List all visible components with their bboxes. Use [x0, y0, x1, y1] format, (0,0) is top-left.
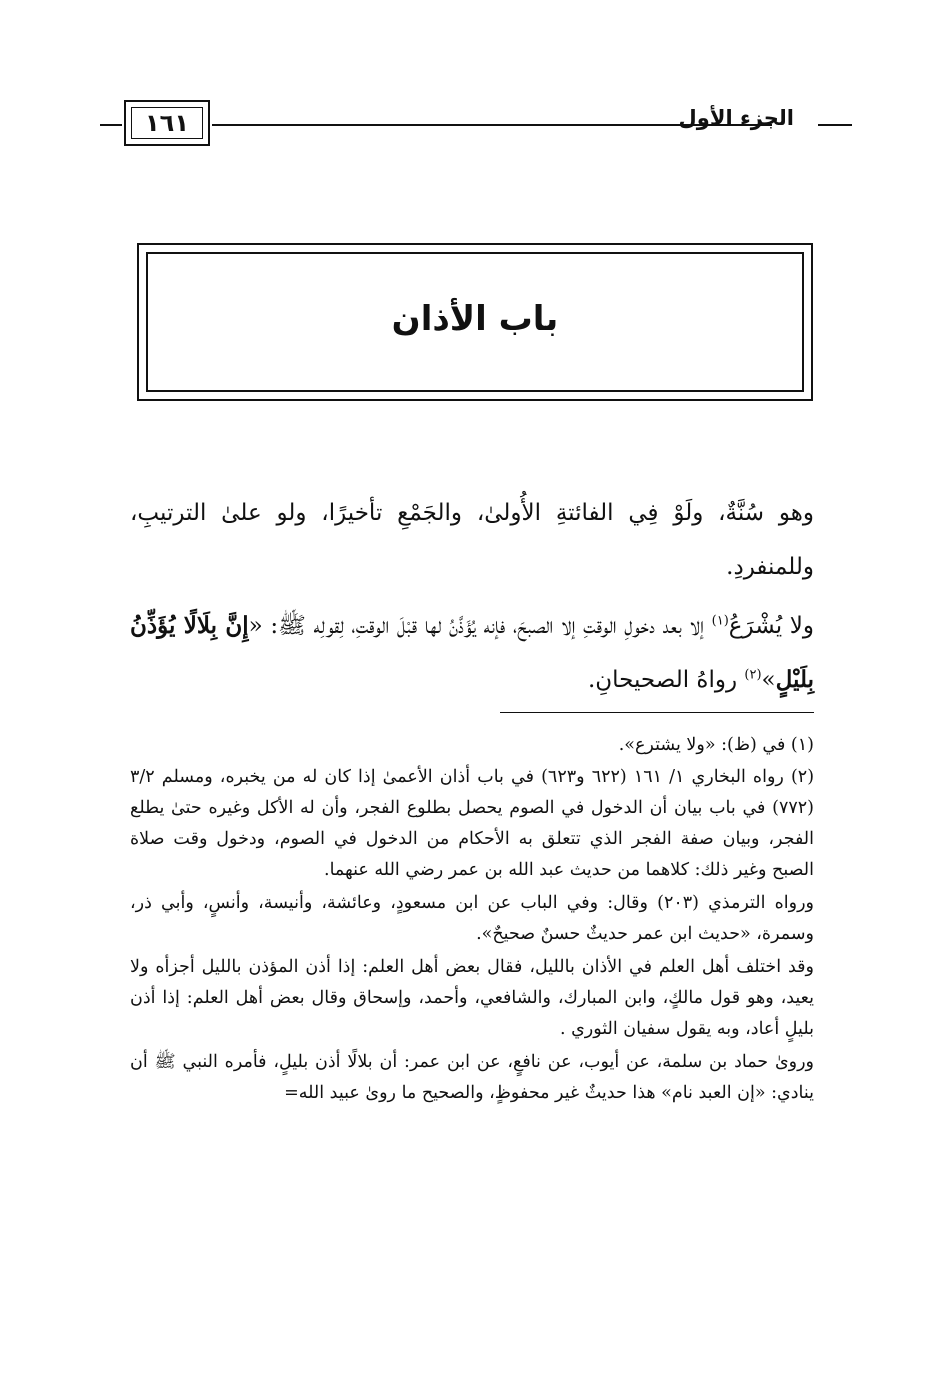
footnote-ref-2: (٢): [744, 667, 762, 683]
header-rule-right: [818, 124, 852, 126]
footnote-1: (١) في (ظ): «ولا يشترع».: [618, 735, 814, 755]
paragraph-2-text-d: رواهُ الصحيحانِ.: [587, 667, 745, 693]
paragraph-2: [130, 599, 814, 707]
footnote-separator: [500, 712, 814, 713]
footnote-2: (٢) رواه البخاري ١/ ١٦١ (٦٢٢ و٦٢٣) في باب أذان الأعمىٰ إذا كان له من يخبره، ومسلم ٣/٢ (٧٧٢) في باب بيان أن الدخول في الصوم يحصل بطلوع الفجر، وأن له الأكل وغيره حتىٰ يطلع الفجر، وبيان صفة الفجر الذي تتعلق به الأحكام من الدخول في الصوم، ودخول وقت صلاة الصبح وغير ذلك: كلاهما من حديث عبد الله بن عمر رضي الله عنهما.: [130, 767, 815, 880]
paragraph-1: وهو سُنَّةٌ، ولَوْ فِي الفائتةِ الأُولىٰ، والجَمْعِ تأخيرًا، ولو علىٰ الترتيبِ، وللمنفردِ.: [130, 500, 814, 580]
header-rule-left: [100, 124, 122, 126]
footnote-2-continued-tirmidhi: ورواه الترمذي (٢٠٣) وقال: وفي الباب عن ابن مسعودٍ، وعائشة، وأنيسة، وأنسٍ، وأبي ذر، وسمرة، «حديث ابن عمر حديثٌ حسنٌ صحيحٌ».: [130, 893, 814, 944]
chapter-title-frame: [137, 243, 813, 401]
chapter-title: باب الأذان: [391, 299, 559, 339]
page-header: [100, 98, 852, 152]
paragraph-2-text-b: إلا بعد دخولِ الوقتِ إلا الصبحَ، فإنه يُؤَذَّنُ لها قبْلَ الوقتِ، لِقولِه ﷺ: «: [248, 613, 712, 639]
hadith-quote: إِنَّ بِلَالًا يُؤَذِّنُ بِلَيْلٍ: [130, 612, 814, 693]
chapter-title-inner-frame: [146, 252, 804, 392]
footnote-2-continued-hammad: وروىٰ حماد بن سلمة، عن أيوب، عن نافعٍ، عن ابن عمر: أن بلالًا أذن بليلٍ، فأمره النبي ﷺ أن ينادي: «إن العبد نام» هذا حديثٌ غير محفوظٍ، والصحيح ما روىٰ عبيد الله=: [130, 1052, 814, 1103]
running-title: الجزء الأول: [678, 106, 794, 130]
paragraph-2-text-c: »: [761, 667, 776, 693]
page-number: ١٦١: [131, 107, 203, 139]
footnotes: [130, 730, 814, 1110]
footnote-ref-1: (١): [711, 613, 729, 629]
main-text: [130, 486, 814, 712]
footnote-2-continued-scholars: وقد اختلف أهل العلم في الأذان بالليل، فقال بعض أهل العلم: إذا أذن المؤذن بالليل أجزأه ولا يعيد، وهو قول مالكٍ، وابن المبارك، والشافعي، وأحمد، وإسحاق وقال بعض أهل العلم: إذا أذن بليلٍ أعاد، وبه يقول سفيان الثوري .: [130, 957, 814, 1039]
paragraph-2-text-a: ولا يُشْرَعُ: [728, 613, 814, 639]
page-number-frame: [124, 100, 210, 146]
